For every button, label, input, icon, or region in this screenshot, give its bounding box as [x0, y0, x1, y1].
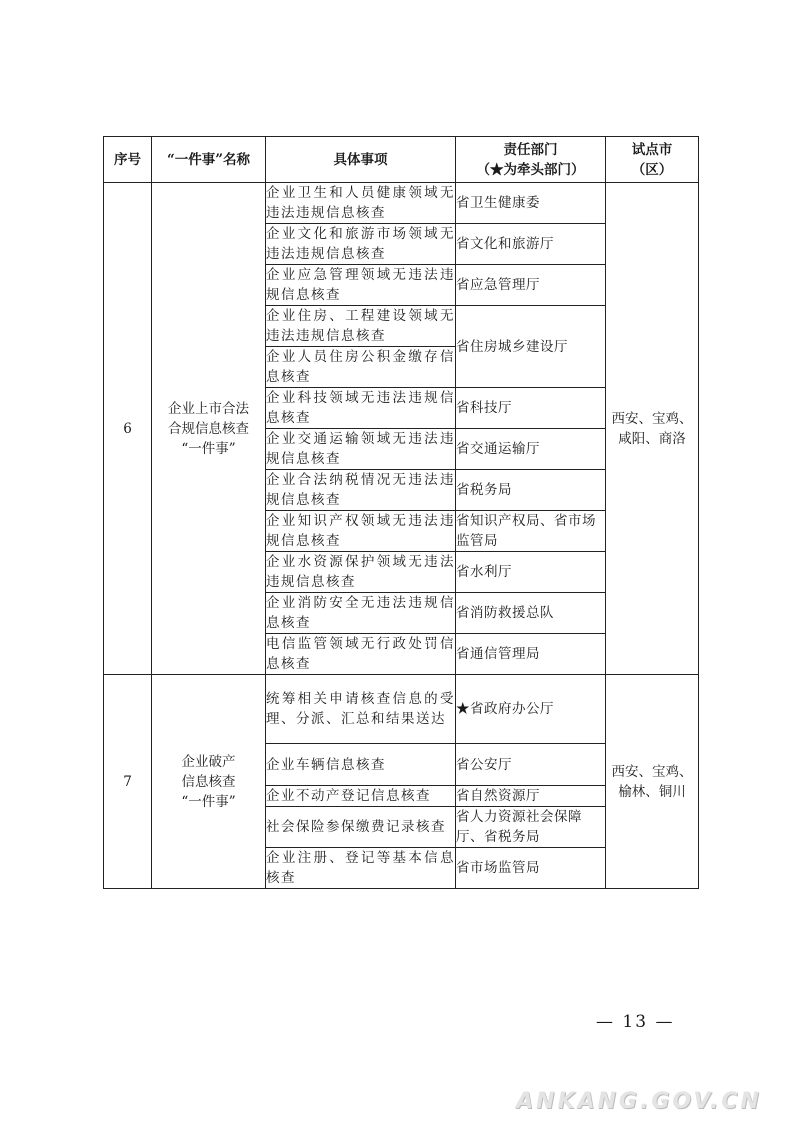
pilot-city-line: 咸阳、商洛: [618, 430, 686, 447]
item-cell: 企业消防安全无违法违规信息核查: [266, 593, 456, 634]
header-city: [606, 137, 699, 183]
item-cell: 企业科技领域无违法违规信息核查: [266, 388, 456, 429]
group-number: 7: [104, 675, 152, 889]
header-name: “一件事”名称: [152, 137, 266, 183]
header-no: 序号: [104, 137, 152, 183]
matters-table: [103, 136, 699, 889]
group-name: [152, 675, 266, 889]
item-cell: 企业水资源保护领域无违法违规信息核查: [266, 552, 456, 593]
dept-cell: 省交通运输厅: [456, 429, 606, 470]
dept-cell: 省公安厅: [456, 744, 606, 786]
dept-cell: 省文化和旅游厅: [456, 224, 606, 265]
header-dept: [456, 137, 606, 183]
item-cell: 企业注册、登记等基本信息核查: [266, 848, 456, 889]
item-cell: 电信监管领域无行政处罚信息核查: [266, 634, 456, 675]
group-name-line: 合规信息核查: [168, 420, 249, 437]
item-cell: 企业不动产登记信息核查: [266, 786, 456, 807]
item-cell: 企业住房、工程建设领域无违法违规信息核查: [266, 306, 456, 347]
dept-cell: ★省政府办公厅: [456, 675, 606, 744]
item-cell: 企业应急管理领域无违法违规信息核查: [266, 265, 456, 306]
group-name-line: “一件事”: [181, 440, 236, 457]
group-name-line: 企业上市合法: [168, 400, 249, 417]
dept-cell: 省市场监管局: [456, 848, 606, 889]
header-city-line1: 试点市: [631, 141, 673, 158]
pilot-city-line: 西安、宝鸡、: [611, 763, 693, 780]
dept-cell: 省通信管理局: [456, 634, 606, 675]
page-number: — 13 —: [596, 1012, 675, 1032]
pilot-city-cell: [606, 675, 699, 889]
item-cell: 企业知识产权领域无违法违规信息核查: [266, 511, 456, 552]
site-watermark: ANKANG.GOV.CN: [516, 1089, 762, 1114]
pilot-city-line: 榆林、铜川: [618, 783, 686, 800]
item-cell: 企业卫生和人员健康领域无违法违规信息核查: [266, 183, 456, 224]
group-name: [152, 183, 266, 675]
dept-cell: 省应急管理厅: [456, 265, 606, 306]
item-cell: 统筹相关申请核查信息的受理、分派、汇总和结果送达: [266, 675, 456, 744]
header-item: 具体事项: [266, 137, 456, 183]
dept-cell: 省科技厅: [456, 388, 606, 429]
group-name-line: 信息核查: [181, 773, 236, 790]
dept-cell: 省税务局: [456, 470, 606, 511]
dept-cell: 省自然资源厅: [456, 786, 606, 807]
dept-cell: 省人力资源社会保障厅、省税务局: [456, 807, 606, 848]
dept-cell: 省卫生健康委: [456, 183, 606, 224]
header-dept-line2: （★为牵头部门）: [476, 161, 585, 178]
dept-cell: 省水利厅: [456, 552, 606, 593]
group-name-line: 企业破产: [181, 753, 236, 770]
dept-cell: 省知识产权局、省市场监管局: [456, 511, 606, 552]
item-cell: 企业人员住房公积金缴存信息核查: [266, 347, 456, 388]
table-header-row: [104, 137, 699, 183]
item-cell: 企业交通运输领域无违法违规信息核查: [266, 429, 456, 470]
item-cell: 社会保险参保缴费记录核查: [266, 807, 456, 848]
table-row: [104, 675, 699, 744]
item-cell: 企业合法纳税情况无违法违规信息核查: [266, 470, 456, 511]
header-dept-line1: 责任部门: [503, 141, 558, 158]
dept-cell: 省住房城乡建设厅: [456, 306, 606, 388]
pilot-city-line: 西安、宝鸡、: [611, 410, 693, 427]
table-row: [104, 183, 699, 224]
pilot-city-cell: [606, 183, 699, 675]
group-number: 6: [104, 183, 152, 675]
item-cell: 企业车辆信息核查: [266, 744, 456, 786]
dept-cell: 省消防救援总队: [456, 593, 606, 634]
group-name-line: “一件事”: [181, 793, 236, 810]
header-city-line2: （区）: [631, 161, 673, 178]
item-cell: 企业文化和旅游市场领域无违法违规信息核查: [266, 224, 456, 265]
